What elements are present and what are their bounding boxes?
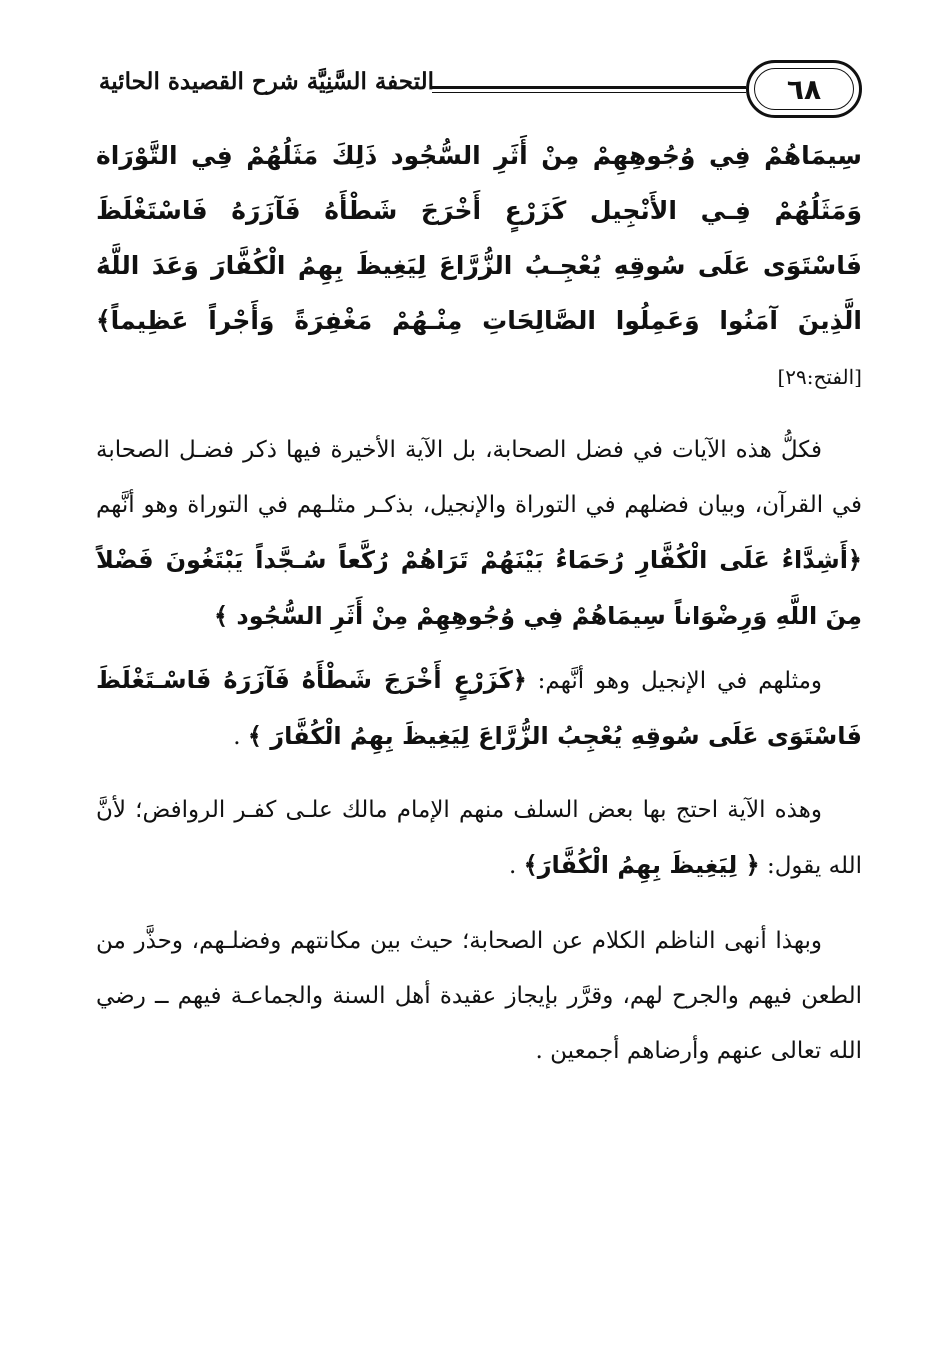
paragraph-verse-al-fath	[96, 128, 862, 405]
page-number-badge	[746, 60, 862, 118]
quran-verse: ﴿أَشِدَّاءُ عَلَى الْكُفَّارِ رُحَمَاءُ بَيْنَهُمْ تَرَاهُمْ رُكَّعاً سُـجَّداً يَبْتَغُونَ فَضْلاً مِنَ اللَّهِ وَرِضْوَاناً سِيمَاهُمْ فِي وُجُوهِهِمْ مِنْ أَثَرِ السُّجُود ﴾	[96, 546, 862, 630]
paragraph-text: وهذه الآية احتج بها بعض السلف منهم الإمام مالك علـى كفـر الروافض؛ لأنَّ الله يقول:	[96, 797, 862, 879]
quran-verse: ﴿ لِيَغِيظَ بِهِمُ الْكُفَّارَ﴾	[523, 851, 760, 879]
header-rule	[432, 86, 746, 93]
paragraph-end: .	[509, 853, 517, 879]
paragraph-text: وبهذا أنهى الناظم الكلام عن الصحابة؛ حيث بين مكانتهم وفضلـهم، وحذَّر من الطعن فيهم والجرح لهم، وقرَّر بإيجاز عقيدة أهل السنة والجماعـة فيهم ــ رضي الله تعالى عنهم وأرضاهم أجمعين .	[96, 928, 862, 1064]
quran-verse: سِيمَاهُمْ فِي وُجُوهِهِمْ مِنْ أَثَرِ السُّجُود ذَلِكَ مَثَلُهُمْ فِي التَّوْرَاة وَمَثَلُهُمْ فِـي الأَنْجِيل كَزَرْعٍ أَخْرَجَ شَطْأَهُ فَآزَرَهُ فَاسْتَغْلَظَ فَاسْتَوَى عَلَى سُوقِهِ يُعْجِـبُ الزُّرَّاعَ لِيَغِيظَ بِهِمُ الْكُفَّارَ وَعَدَ اللَّهُ الَّذِينَ آمَنُوا وَعَمِلُوا الصَّالِحَاتِ مِنْـهُمْ مَغْفِرَةً وَأَجْراً عَظِيماً﴾	[96, 141, 862, 335]
paragraph-text: فكلُّ هذه الآيات في فضل الصحابة، بل الآية الأخيرة فيها ذكر فضـل الصحابة في القرآن، وبيان فضلهم في التوراة والإنجيل، بذكـر مثلـهم في التوراة وهو أنَّهم	[96, 437, 862, 518]
page-number: ٦٨	[786, 72, 822, 106]
book-title: التحفة السَّنِيَّة شرح القصيدة الحائية	[98, 68, 434, 95]
page-header	[92, 56, 862, 126]
quran-verse: ﴿كَزَرْعٍ أَخْرَجَ شَطْأَهُ فَآزَرَهُ فَاسْـتَغْلَظَ فَاسْتَوَى عَلَى سُوقِهِ يُعْجِبُ الزُّرَّاعَ لِيَغِيظَ بِهِمُ الْكُفَّارَ ﴾	[96, 666, 862, 750]
paragraph-end: .	[233, 724, 241, 750]
verse-citation: [الفتح:٢٩]	[777, 365, 862, 389]
paragraph-virtue-of-companions	[96, 423, 862, 645]
paragraph-malik	[96, 783, 862, 894]
paragraph-text: ومثلهم في الإنجيل وهو أنَّهم:	[537, 668, 823, 694]
paragraph-conclusion	[96, 914, 862, 1079]
page-content	[96, 128, 862, 1079]
paragraph-injeel	[96, 653, 862, 765]
